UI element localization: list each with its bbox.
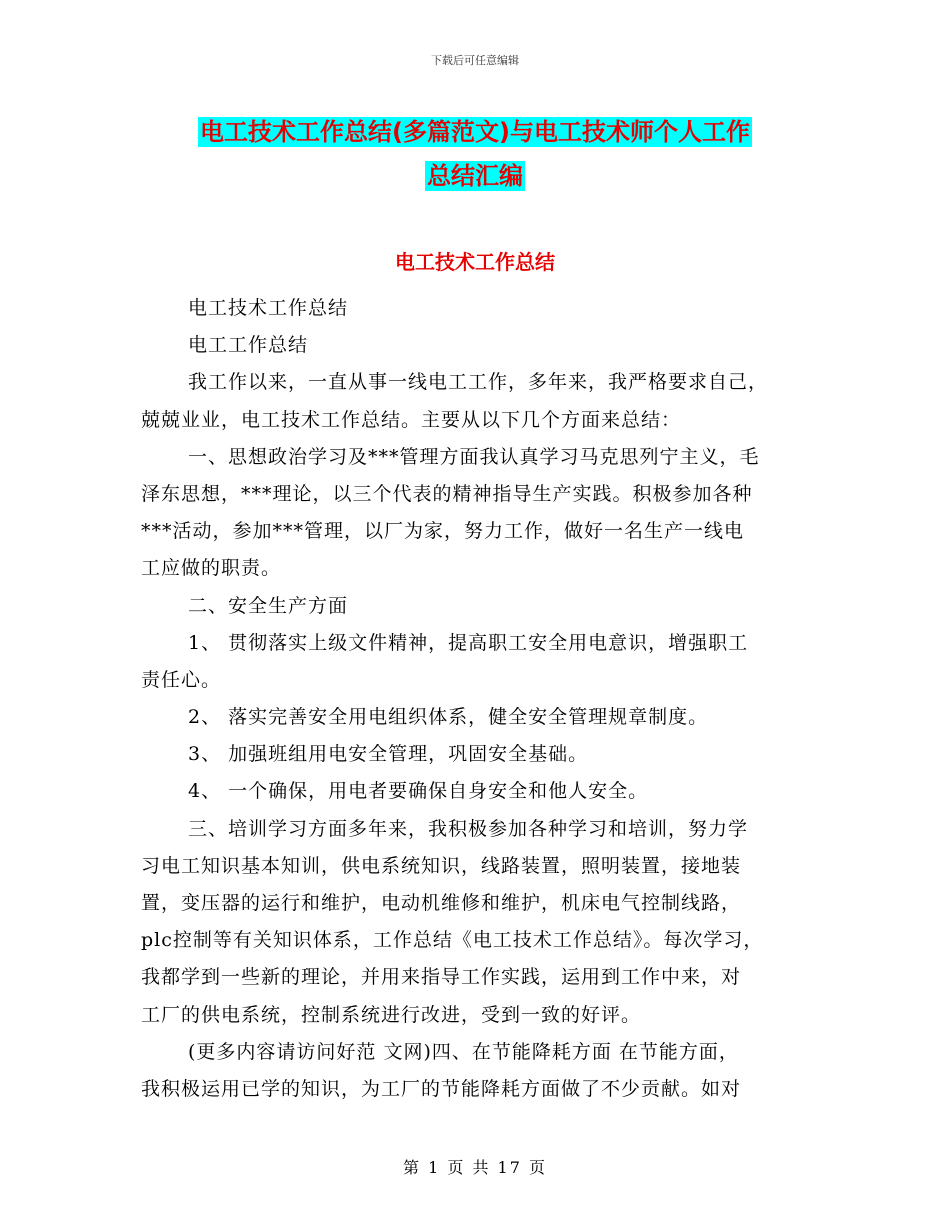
section-title: 电工技术工作总结 <box>395 250 555 274</box>
title-line-1: 电工技术工作总结(多篇范文)与电工技术师个人工作 <box>200 118 750 146</box>
paragraph-line: 工应做的职责。 <box>141 557 282 580</box>
paragraph-line: 我积极运用已学的知识，为工厂的节能降耗方面做了不少贡献。如对 <box>141 1077 742 1100</box>
page-footer: 第 1 页 共 17 页 <box>403 1158 547 1177</box>
paragraph-line: 1、 贯彻落实上级文件精神，提高职工安全用电意识，增强职工 <box>188 631 749 654</box>
paragraph-line: 3、 加强班组用电安全管理，巩固安全基础。 <box>188 743 589 766</box>
header-note: 下载后可任意编辑 <box>431 54 519 67</box>
paragraph-line: 泽东思想，***理论，以三个代表的精神指导生产实践。积极参加各种 <box>141 482 753 505</box>
paragraph-line: 一、思想政治学习及***管理方面我认真学习马克思列宁主义，毛 <box>188 445 760 468</box>
paragraph-line: 电工技术工作总结 <box>188 297 349 319</box>
paragraph-line: 责任心。 <box>141 668 222 691</box>
paragraph-line: 工厂的供电系统，控制系统进行改进，受到一致的好评。 <box>141 1003 642 1026</box>
paragraph-line: (更多内容请访问好范 文网)四、在节能降耗方面 在节能方面， <box>188 1040 739 1063</box>
paragraph-line: 电工工作总结 <box>188 334 309 357</box>
paragraph-line: 习电工知识基本知训，供电系统知识，线路装置，照明装置，接地装 <box>141 854 742 877</box>
paragraph-line: 三、培训学习方面多年来，我积极参加各种学习和培训，努力学 <box>188 817 749 840</box>
paragraph-line: 我工作以来，一直从事一线电工工作，多年来，我严格要求自己， <box>188 371 769 394</box>
paragraph-line: plc控制等有关知识体系，工作总结《电工技术工作总结》。每次学习， <box>141 929 764 952</box>
paragraph-line: 兢兢业业，电工技术工作总结。主要从以下几个方面来总结： <box>141 408 682 431</box>
paragraph-line: ***活动，参加***管理，以厂为家，努力工作，做好一名生产一线电 <box>141 520 745 543</box>
title-line-2: 总结汇编 <box>427 162 523 190</box>
paragraph-line: 二、安全生产方面 <box>188 594 349 617</box>
paragraph-line: 我都学到一些新的理论，并用来指导工作实践，运用到工作中来，对 <box>141 966 742 989</box>
paragraph-line: 2、 落实完善安全用电组织体系，健全安全管理规章制度。 <box>188 706 709 729</box>
paragraph-line: 置，变压器的运行和维护，电动机维修和维护，机床电气控制线路， <box>141 892 742 914</box>
document-title <box>0 110 950 198</box>
paragraph-line: 4、 一个确保，用电者要确保自身安全和他人安全。 <box>188 780 649 803</box>
body-text <box>141 290 821 1108</box>
